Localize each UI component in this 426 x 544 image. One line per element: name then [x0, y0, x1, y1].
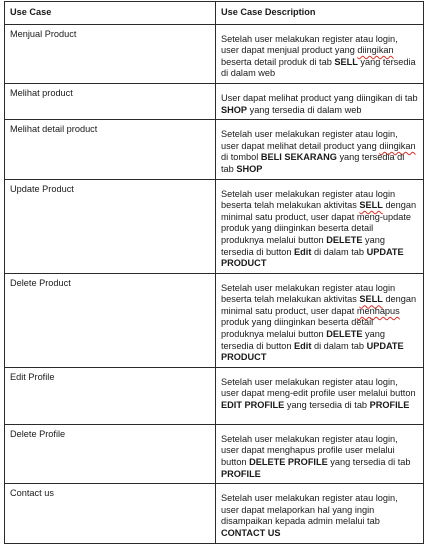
description-text: dengan minimal satu product, user dapat	[221, 294, 419, 316]
tab-name-update-product: UPDATE PRODUCT	[221, 246, 407, 269]
tab-name-sell: SELL	[359, 294, 383, 305]
description-text: yang tersedia di tab	[221, 152, 407, 174]
description-text: di dalam tab	[311, 340, 367, 351]
use-case-name: Menjual Product	[5, 24, 216, 83]
use-case-table	[4, 1, 424, 544]
description-text: Setelah user melakukan register atau login, user dapat menghapus profile user melalui button	[221, 433, 401, 468]
description-text: beserta detail produk di tab	[221, 45, 397, 67]
table-row	[5, 179, 424, 273]
table-row	[5, 367, 424, 424]
button-name-edit: Edit	[294, 340, 312, 351]
use-case-document	[4, 1, 424, 544]
table-row	[5, 120, 424, 179]
tab-name-profile: PROFILE	[221, 468, 261, 479]
header-use-case: Use Case	[5, 2, 216, 25]
table-header-row	[5, 2, 424, 25]
description-text: yang tersedia di dalam web	[247, 104, 362, 115]
description-text: User dapat melihat product yang diingikan di tab	[221, 92, 421, 103]
button-name-delete: DELETE	[326, 234, 363, 245]
use-case-description	[216, 120, 424, 179]
table-row	[5, 484, 424, 543]
description-text: Setelah user melakukan register atau login, user dapat meng-edit profile user melalui button	[221, 376, 419, 399]
use-case-description	[216, 179, 424, 273]
description-text: Setelah user melakukan register atau login, user dapat melaporkan hal yang ingin disampaikan kepada admin melalui tab	[221, 493, 401, 527]
table-row	[5, 273, 424, 367]
tab-name-sell: SELL	[334, 56, 358, 67]
description-text: di dalam tab	[311, 246, 367, 257]
description-text: yang tersedia di button	[221, 329, 388, 351]
use-case-description	[216, 83, 424, 119]
description-text: dengan minimal satu product, user dapat meng-update produk yang diinginkan beserta detail produknya melalui button	[221, 200, 419, 245]
misspelled-word: menhapus	[356, 305, 400, 316]
tab-name-sell: SELL	[359, 200, 383, 211]
use-case-name: Melihat detail product	[5, 120, 216, 179]
table-row	[5, 83, 424, 119]
use-case-name: Delete Product	[5, 273, 216, 367]
description-text: yang tersedia di button	[221, 234, 388, 257]
misspelled-word: diingikan	[357, 45, 394, 56]
description-text: di tombol	[221, 140, 419, 163]
tab-name-shop: SHOP	[236, 163, 263, 174]
button-name-delete-profile: DELETE PROFILE	[249, 457, 328, 468]
table-row	[5, 24, 424, 83]
tab-name-shop: SHOP	[221, 104, 248, 115]
button-name-delete: DELETE	[326, 329, 363, 340]
tab-name-contact-us: CONTACT US	[221, 528, 281, 538]
use-case-description	[216, 273, 424, 367]
use-case-name: Delete Profile	[5, 424, 216, 483]
use-case-description	[216, 24, 424, 83]
button-name-edit-profile: EDIT PROFILE	[221, 400, 285, 411]
description-text: Setelah user melakukan register atau login, user dapat menjual product yang	[221, 33, 401, 56]
description-text: Setelah user melakukan register atau login, user dapat melihat detail product yang	[221, 129, 401, 151]
tab-name-update-product: UPDATE PRODUCT	[221, 340, 407, 363]
description-text: produk yang diinginkan beserta detail produknya melalui button	[221, 305, 403, 340]
table-row	[5, 424, 424, 483]
use-case-name: Melihat product	[5, 83, 216, 119]
button-name-edit: Edit	[294, 246, 312, 257]
description-text: yang tersedia di tab	[327, 457, 414, 468]
use-case-name: Update Product	[5, 179, 216, 273]
misspelled-word: diingikan	[379, 140, 416, 151]
header-use-case-description: Use Case Description	[216, 2, 424, 25]
description-text: yang tersedia di dalam web	[221, 56, 419, 79]
use-case-description	[216, 424, 424, 483]
description-text: Setelah user melakukan register atau login beserta telah melakukan aktivitas	[221, 188, 398, 211]
use-case-description	[216, 367, 424, 424]
use-case-description	[216, 484, 424, 543]
tab-name-profile: PROFILE	[369, 400, 410, 411]
description-text: yang tersedia di tab	[284, 400, 370, 411]
use-case-name: Edit Profile	[5, 367, 216, 424]
use-case-name: Contact us	[5, 484, 216, 543]
button-name-beli-sekarang: BELI SEKARANG	[260, 152, 337, 163]
description-text: Setelah user melakukan register atau login beserta telah melakukan aktivitas	[221, 282, 398, 305]
